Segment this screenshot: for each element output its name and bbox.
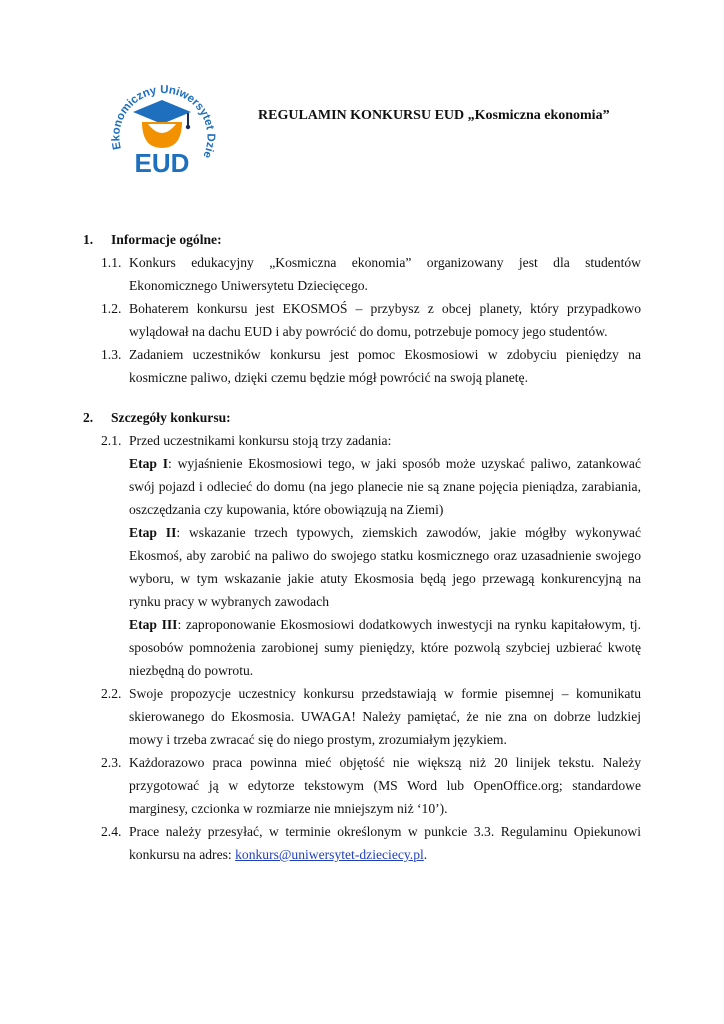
list-item: 2.2. Swoje propozycje uczestnicy konkursu przedstawiają w formie pisemnej – komunikatu skierowanego do Ekosmosia. UWAGA! Należy pamiętać, że nie zna on dobrze ludzkiej mowy i trzeba zwracać się do niego prostym, zrozumiałym językiem. — [101, 686, 641, 747]
stages-list — [129, 452, 641, 682]
eud-logo — [100, 68, 224, 192]
section-contest-details — [83, 406, 641, 866]
section-heading: 2. Szczegóły konkursu: — [83, 410, 231, 425]
list-item: 1.3. Zadaniem uczestników konkursu jest pomoc Ekosmosiowi w zdobyciu pieniędzy na kosmiczne paliwo, dzięki czemu będzie mógł powrócić na swoją planetę. — [101, 347, 641, 385]
eud-logo-graphic — [100, 68, 224, 192]
email-link[interactable]: konkurs@uniwersytet-dzieciecy.pl — [235, 847, 424, 862]
section-general-info — [83, 228, 641, 389]
logo-abbreviation: EUD — [134, 148, 190, 178]
mortarboard-icon — [133, 100, 191, 124]
list-item: 2.1. Przed uczestnikami konkursu stoją trzy zadania: — [101, 433, 392, 448]
document-title: REGULAMIN KONKURSU EUD „Kosmiczna ekonomia” — [258, 108, 610, 123]
list-item: 1.2. Bohaterem konkursu jest EKOSMOŚ – przybysz z obcej planety, który przypadkowo wylądował na dachu EUD i aby powrócić do domu, potrzebuje pomocy jego studentów. — [101, 301, 641, 339]
stage-item: Etap III: zaproponowanie Ekosmosiowi dodatkowych inwestycji na rynku kapitałowym, tj. sposobów pomnożenia zarobionej sumy pieniędzy, które pozwolą szybciej uzbierać kwotę niezbędną do powrotu. — [129, 617, 641, 678]
list-item: 2.4. Prace należy przesyłać, w terminie określonym w punkcie 3.3. Regulaminu Opiekunowi konkursu na adres: konkurs@uniwersytet-dzieciecy.pl. — [101, 824, 641, 862]
list-item: 1.1. Konkurs edukacyjny „Kosmiczna ekonomia” organizowany jest dla studentów Ekonomicznego Uniwersytetu Dziecięcego. — [101, 255, 641, 293]
list-item: 2.3. Każdorazowo praca powinna mieć objętość nie większą niż 20 linijek tekstu. Należy przygotować ją w edytorze tekstowym (MS Word lub OpenOffice.org; standardowe marginesy, czcionka w rozmiarze nie mniejszym niż ‘10’). — [101, 755, 641, 816]
logo-arc-text: Ekonomiczny Uniwersytet Dzie — [110, 83, 217, 160]
section-heading: 1. Informacje ogólne: — [83, 232, 222, 247]
stage-item: Etap I: wyjaśnienie Ekosmosiowi tego, w jaki sposób może uzyskać paliwo, zatankować swój pojazd i odlecieć do domu (na jego planecie nie są znane pojęcia pieniądza, zarabiania, oszczędzania czy kupowania, które obowiązują na Ziemi) — [129, 456, 641, 517]
document-body — [83, 228, 641, 866]
stage-item: Etap II: wskazanie trzech typowych, ziemskich zawodów, jakie mógłby wykonywać Ekosmoś, aby zarobić na paliwo do swojego statku kosmicznego oraz uzasadnienie swojego wyboru, w tym wskazanie jakie atuty Ekosmosia będą jego przewagą konkurencyjną na rynku pracy w wybranych zawodach — [129, 525, 641, 609]
